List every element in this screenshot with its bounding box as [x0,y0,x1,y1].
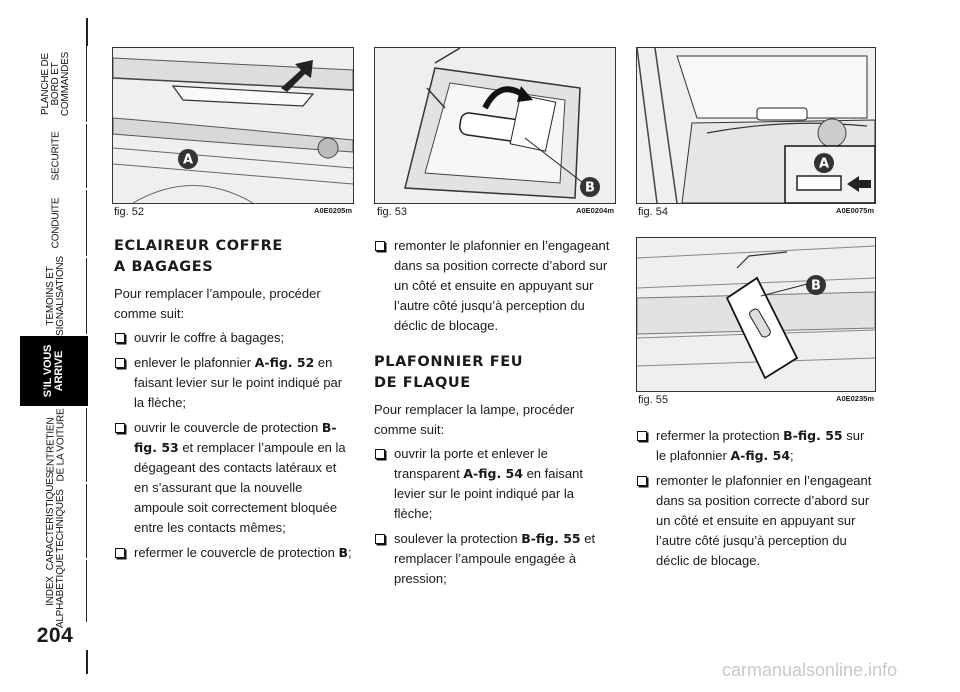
figure-52-caption: fig. 52 [114,206,144,218]
tab-label: INDEX ALPHABETIQUE [45,553,67,629]
list-item [114,543,352,563]
item-text: remonter le plafonnier en l’engageant dans sa position correcte d’abord sur un côté et ensuite en appuyant sur l’autre côté jusqu’à perception du déclic de blocage. [656,473,872,568]
figure-52-image [112,47,354,204]
item-text: en faisant levier sur le point indiqué par la flèche; [394,466,583,521]
tab-label: CONDUITE [50,197,61,249]
marker-label: A [818,156,830,172]
heading-line: PLAFONNIER FEU [374,354,524,370]
section-sidebar [0,0,100,692]
section-heading [114,236,352,278]
figure-54-image [636,47,876,204]
figure-reference: B [338,545,349,560]
sidebar-line [86,650,88,674]
item-text: remonter le plafonnier en l’engageant dans sa position correcte d’abord sur un côté et ensuite en appuyant sur l’autre côté jusqu’à perception du déclic de blocage. [394,238,610,333]
marker-b-badge [805,274,827,296]
figure-reference: B-fig. 53 [134,420,337,455]
figure-54-code: A0E0075m [836,206,874,215]
item-text: et remplacer l’ampoule engagée à pression; [394,531,596,586]
figure-reference: A-fig. 52 [254,355,315,370]
figure-reference: B-fig. 55 [783,428,843,443]
item-text: sur le plafonnier [656,428,865,463]
step-list [636,426,876,571]
list-item [636,471,876,571]
list-item [114,353,352,413]
section-heading [374,352,614,394]
figure-reference: A-fig. 54 [463,466,523,481]
item-text: ; [790,448,794,463]
intro-text: Pour remplacer l’ampoule, procéder comme suit: [114,286,321,321]
item-text: et remplacer l’ampoule en la dégageant des contacts latéraux et en s’assurant que la nouvelle ampoule soit correctement bloquée entre les contacts mêmes; [134,440,346,535]
watermark: carmanualsonline.info [722,660,898,680]
list-item [374,444,614,524]
step-list [114,328,352,563]
figure-52-code: A0E0205m [314,206,352,215]
figure-reference: B-fig. 55 [521,531,581,546]
item-text: en faisant levier sur le point indiqué par la flèche; [134,355,343,410]
tab-label: TEMOINS ET SIGNALISATIONS [45,256,66,336]
tab-caracteristiques[interactable] [26,471,87,571]
step-list [374,236,614,336]
figure-53-code: A0E0204m [576,206,614,215]
figure-reference: A-fig. 54 [730,448,791,463]
heading-line: ECLAIREUR COFFRE [114,238,283,254]
figure-53-image [374,47,616,204]
marker-a-badge [177,148,199,170]
item-text: refermer le couvercle de protection [134,545,339,560]
item-text: enlever le plafonnier [134,355,255,370]
marker-label: B [811,278,821,294]
figure-55-caption: fig. 55 [638,394,668,406]
item-text: refermer la protection [656,428,784,443]
marker-label: B [585,180,595,196]
step-list [374,444,614,589]
tab-label: SECURITE [50,131,61,181]
column-3 [636,426,876,576]
column-2 [374,236,614,594]
heading-line: DE FLAQUE [374,375,471,391]
item-text: ouvrir le couvercle de protection [134,420,322,435]
marker-label: A [182,152,194,168]
tab-planche-de-bord[interactable] [26,46,87,122]
column-1 [114,236,352,568]
figure-55-image [636,237,876,392]
item-text: soulever la protection [394,531,522,546]
marker-a-badge [813,152,835,174]
tab-index[interactable] [26,553,87,629]
figure-54-caption: fig. 54 [638,206,668,218]
tab-label: PLANCHE DE BORD ET COMMANDES [40,51,72,117]
figure-53-caption: fig. 53 [377,206,407,218]
list-item [374,236,614,336]
list-item [636,426,876,466]
sidebar-line [86,18,88,46]
item-text: ; [348,545,352,560]
marker-b-badge [579,176,601,198]
item-text: ouvrir la porte et enlever le transparent [394,446,548,481]
page-number: 204 [36,624,74,647]
tab-label: CARACTERISTIQUES TECHNIQUES [45,471,67,571]
list-item [374,529,614,589]
tab-sil-vous-arrive[interactable] [20,336,88,406]
item-text: ouvrir le coffre à bagages; [134,330,285,345]
intro-text: Pour remplacer la lampe, procéder comme suit: [374,402,575,437]
tab-label: ENTRETIEN DE LA VOITURE [45,408,67,482]
list-item [114,328,352,348]
figure-55-code: A0E0235m [836,394,874,403]
tab-temoins[interactable] [26,258,87,334]
heading-line: A BAGAGES [114,259,214,275]
list-item [114,418,352,538]
tab-label: S’IL VOUS ARRIVE [42,344,65,398]
tab-conduite[interactable] [26,190,87,256]
tab-securite[interactable] [26,124,87,188]
